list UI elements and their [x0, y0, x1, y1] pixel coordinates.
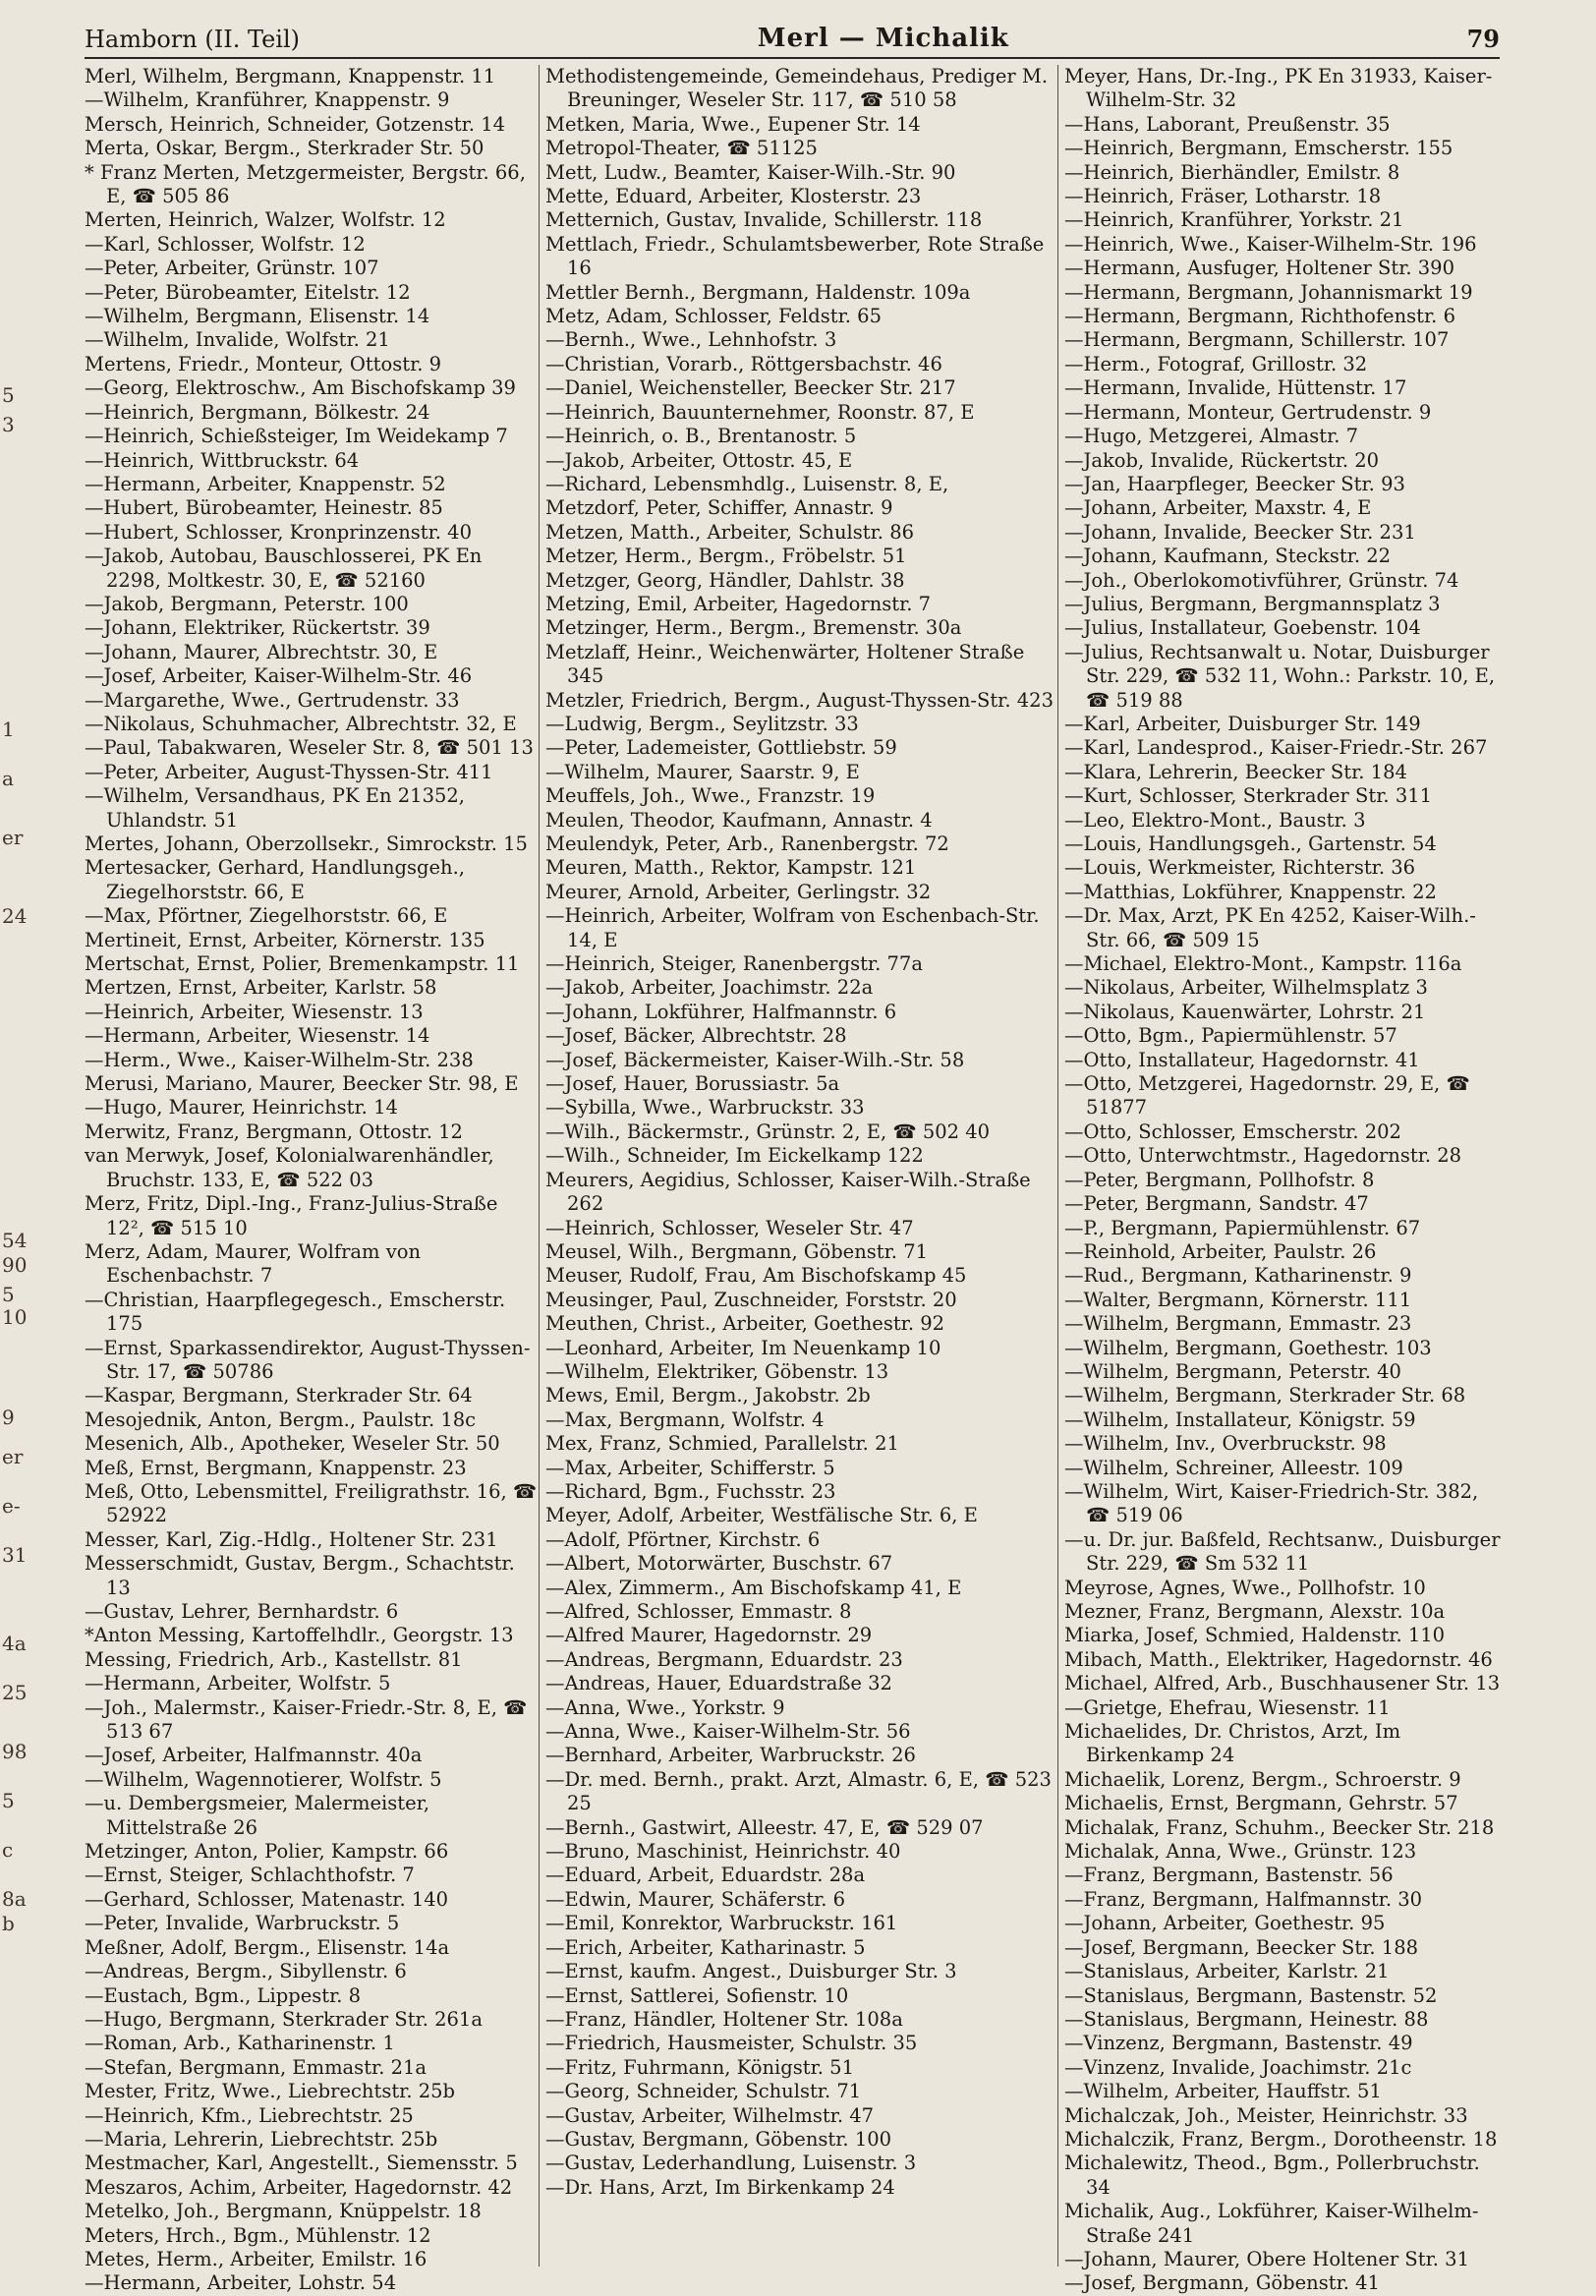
directory-entry: Mersch, Heinrich, Schneider, Gotzenstr. 14	[85, 112, 506, 136]
directory-entry: —Alfred Maurer, Hagedornstr. 29	[545, 1624, 873, 1647]
directory-entry: —Heinrich, Bergmann, Emscherstr. 155	[1064, 137, 1454, 160]
directory-entry: Metelko, Joh., Bergmann, Knüppelstr. 18	[85, 2200, 482, 2223]
directory-entry: —Heinrich, Arbeiter, Wiesenstr. 13	[85, 1000, 424, 1023]
directory-entry: —Hermann, Ausfuger, Holtener Str. 390	[1064, 257, 1454, 280]
directory-entry: Merusi, Mariano, Maurer, Beecker Str. 98, E	[85, 1072, 519, 1096]
directory-entry: Mertineit, Ernst, Arbeiter, Körnerstr. 135	[85, 928, 485, 951]
directory-entry: Meulen, Theodor, Kaufmann, Annastr. 4	[545, 808, 933, 832]
directory-entry: —Ernst, Sparkassendirektor, August-Thyssen-Str. 17, ☎ 50786	[85, 1336, 531, 1383]
directory-entry: —Wilhelm, Versandhaus, PK En 21352, Uhlandstr. 51	[85, 784, 465, 832]
directory-entry: —Josef, Arbeiter, Halfmannstr. 40a	[85, 1744, 423, 1767]
margin-fragment: c	[2, 1838, 14, 1862]
directory-entry: —Peter, Lademeister, Gottliebstr. 59	[545, 736, 897, 760]
directory-entry: Michalczik, Franz, Bergm., Dorotheenstr. 18	[1064, 2127, 1498, 2151]
directory-entry: —Wilhelm, Bergmann, Sterkrader Str. 68	[1064, 1384, 1466, 1407]
margin-fragment: b	[2, 1912, 15, 1935]
directory-entry: —Johann, Arbeiter, Maxstr. 4, E	[1064, 496, 1372, 520]
column-2	[539, 65, 1057, 2267]
directory-entry: —Franz, Bergmann, Bastenstr. 56	[1064, 1864, 1394, 1887]
directory-entry: —Heinrich, Schlosser, Weseler Str. 47	[545, 1216, 914, 1239]
margin-fragment: 9	[2, 1406, 15, 1429]
directory-entry: —Andreas, Bergm., Sibyllenstr. 6	[85, 1960, 407, 1983]
directory-entry: —Andreas, Bergmann, Eduardstr. 23	[545, 1647, 903, 1671]
directory-entry: —Hermann, Arbeiter, Knappenstr. 52	[85, 472, 446, 495]
directory-entry: —Hermann, Bergmann, Johannismarkt 19	[1064, 280, 1473, 304]
directory-entry: Mezner, Franz, Bergmann, Alexstr. 10a	[1064, 1600, 1446, 1623]
directory-entry: —Jan, Haarpfleger, Beecker Str. 93	[1064, 472, 1405, 495]
directory-entry: —Adolf, Pförtner, Kirchstr. 6	[545, 1527, 821, 1551]
directory-entry: —Walter, Bergmann, Körnerstr. 111	[1064, 1288, 1412, 1311]
directory-entry: —Paul, Tabakwaren, Weseler Str. 8, ☎ 501 13	[85, 736, 534, 760]
directory-entry: —Heinrich, Wwe., Kaiser-Wilhelm-Str. 196	[1064, 232, 1477, 256]
directory-entry: —Heinrich, Kranführer, Yorkstr. 21	[1064, 208, 1404, 232]
directory-entry: —Hermann, Bergmann, Richthofenstr. 6	[1064, 305, 1455, 328]
directory-entry: —Dr. Max, Arzt, PK En 4252, Kaiser-Wilh.-Str. 66, ☎ 509 15	[1064, 904, 1476, 951]
directory-entry: Mews, Emil, Bergm., Jakobstr. 2b	[545, 1384, 871, 1407]
directory-entry: —Heinrich, Bierhändler, Emilstr. 8	[1064, 160, 1400, 184]
directory-entry: Meurer, Arnold, Arbeiter, Gerlingstr. 32	[545, 880, 932, 903]
directory-entry: —Bernhard, Arbeiter, Warbruckstr. 26	[545, 1744, 916, 1767]
directory-entry: —Anna, Wwe., Kaiser-Wilhelm-Str. 56	[545, 1720, 911, 1744]
directory-entry: —Max, Pförtner, Ziegelhorststr. 66, E	[85, 904, 448, 928]
directory-entry: Meyer, Adolf, Arbeiter, Westfälische Str. 6, E	[545, 1504, 978, 1527]
directory-entry: —Stanislaus, Arbeiter, Karlstr. 21	[1064, 1960, 1390, 1983]
directory-entry: —Wilhelm, Bergmann, Emmastr. 23	[1064, 1312, 1412, 1336]
directory-entry: —Heinrich, Bauunternehmer, Roonstr. 87, E	[545, 400, 975, 424]
directory-entry: —Stanislaus, Bergmann, Bastenstr. 52	[1064, 1983, 1438, 2007]
directory-entry: —Margarethe, Wwe., Gertrudenstr. 33	[85, 688, 460, 712]
directory-entry: —Hermann, Invalide, Hüttenstr. 17	[1064, 376, 1407, 400]
directory-entry: —Johann, Lokführer, Halfmannstr. 6	[545, 1000, 897, 1023]
directory-entry: —Fritz, Fuhrmann, Königstr. 51	[545, 2055, 854, 2079]
directory-entry: —Nikolaus, Arbeiter, Wilhelmsplatz 3	[1064, 976, 1428, 1000]
margin-fragment: 5	[2, 1789, 15, 1812]
directory-entry: —Stefan, Bergmann, Emmastr. 21a	[85, 2055, 428, 2079]
directory-entry: —Bruno, Maschinist, Heinrichstr. 40	[545, 1840, 901, 1864]
directory-entry: —Herm., Wwe., Kaiser-Wilhelm-Str. 238	[85, 1048, 474, 1071]
directory-entry: Michaelik, Lorenz, Bergm., Schroerstr. 9	[1064, 1767, 1461, 1791]
directory-entry: —u. Dembergsmeier, Malermeister, Mittelstraße 26	[85, 1792, 430, 1839]
directory-entry: —Hermann, Monteur, Gertrudenstr. 9	[1064, 400, 1432, 424]
directory-entry: —Josef, Arbeiter, Kaiser-Wilhelm-Str. 46	[85, 664, 473, 688]
directory-entry: —Joh., Oberlokomotivführer, Grünstr. 74	[1064, 568, 1459, 592]
directory-entry: —Dr. Hans, Arzt, Im Birkenkamp 24	[545, 2175, 895, 2199]
directory-entry: —Max, Arbeiter, Schifferstr. 5	[545, 1456, 835, 1479]
directory-entry: —Vinzenz, Bergmann, Bastenstr. 49	[1064, 2032, 1413, 2055]
margin-fragment: er	[2, 1445, 24, 1468]
directory-entry: —Wilhelm, Inv., Overbruckstr. 98	[1064, 1432, 1387, 1456]
directory-entry: Meurers, Aegidius, Schlosser, Kaiser-Wilh.-Straße 262	[545, 1168, 1031, 1216]
column-1	[85, 65, 539, 2295]
directory-entry: —Ernst, Sattlerei, Sofienstr. 10	[545, 1983, 849, 2007]
directory-entry: —Wilhelm, Kranführer, Knappenstr. 9	[85, 88, 450, 112]
directory-entry: —Franz, Händler, Holtener Str. 108a	[545, 2007, 903, 2031]
directory-entry: —Josef, Bergmann, Göbenstr. 41	[1064, 2271, 1380, 2295]
directory-entry: Metzing, Emil, Arbeiter, Hagedornstr. 7	[545, 592, 932, 615]
directory-entry: —Karl, Arbeiter, Duisburger Str. 149	[1064, 712, 1421, 735]
directory-entry: Metzinger, Herm., Bergm., Bremenstr. 30a	[545, 616, 962, 640]
directory-entry: —Hubert, Schlosser, Kronprinzenstr. 40	[85, 520, 472, 544]
directory-entry: Meß, Otto, Lebensmittel, Freiligrathstr. 16, ☎ 52922	[85, 1479, 538, 1527]
directory-entry: —Otto, Schlosser, Emscherstr. 202	[1064, 1119, 1401, 1143]
directory-entry: —Kaspar, Bergmann, Sterkrader Str. 64	[85, 1384, 473, 1407]
directory-entry: —Matthias, Lokführer, Knappenstr. 22	[1064, 880, 1437, 903]
directory-entry: —Ernst, Steiger, Schlachthofstr. 7	[85, 1864, 415, 1887]
directory-entry: —Karl, Landesprod., Kaiser-Friedr.-Str. 267	[1064, 736, 1488, 760]
page-header	[85, 20, 1500, 59]
directory-entry: Michalczak, Joh., Meister, Heinrichstr. 33	[1064, 2103, 1468, 2127]
directory-entry: —Julius, Installateur, Goebenstr. 104	[1064, 616, 1421, 640]
directory-entry: —Hermann, Arbeiter, Wolfstr. 5	[85, 1672, 391, 1695]
directory-entry: —Daniel, Weichensteller, Beecker Str. 217	[545, 376, 956, 400]
directory-entry: —Gustav, Arbeiter, Wilhelmstr. 47	[545, 2103, 875, 2127]
directory-entry: —Rud., Bergmann, Katharinenstr. 9	[1064, 1264, 1412, 1288]
directory-entry: —Nikolaus, Kauenwärter, Lohrstr. 21	[1064, 1000, 1426, 1023]
directory-entry: Michalak, Franz, Schuhm., Beecker Str. 218	[1064, 1815, 1495, 1839]
directory-entry: —Jakob, Bergmann, Peterstr. 100	[85, 592, 409, 615]
directory-entry: —Gustav, Lehrer, Bernhardstr. 6	[85, 1600, 399, 1623]
margin-fragment: 8a	[2, 1887, 27, 1911]
directory-entry: —Richard, Lebensmhdlg., Luisenstr. 8, E,	[545, 472, 949, 495]
directory-entry: —Ernst, kaufm. Angest., Duisburger Str. 3	[545, 1960, 957, 1983]
directory-entry: —Georg, Elektroschw., Am Bischofskamp 39	[85, 376, 516, 400]
margin-fragment: 54	[2, 1229, 28, 1252]
directory-entry: * Franz Merten, Metzgermeister, Bergstr. 66, E, ☎ 505 86	[85, 160, 526, 208]
left-margin-fragments	[0, 59, 29, 2270]
directory-entry: —Heinrich, Steiger, Ranenbergstr. 77a	[545, 952, 923, 976]
directory-entry: —Jakob, Arbeiter, Joachimstr. 22a	[545, 976, 874, 1000]
directory-entry: —Richard, Bgm., Fuchsstr. 23	[545, 1479, 836, 1503]
directory-entry: —Wilh., Schneider, Im Eickelkamp 122	[545, 1144, 924, 1168]
directory-entry: —Peter, Bürobeamter, Eitelstr. 12	[85, 280, 411, 304]
directory-entry: Meyer, Hans, Dr.-Ing., PK En 31933, Kaiser-Wilhelm-Str. 32	[1064, 65, 1493, 112]
directory-entry: Michalewitz, Theod., Bgm., Pollerbruchstr. 34	[1064, 2152, 1480, 2199]
directory-entry: Methodistengemeinde, Gemeindehaus, Prediger M. Breuninger, Weseler Str. 117, ☎ 510 58	[545, 65, 1049, 112]
directory-entry: —Hermann, Arbeiter, Lohstr. 54	[85, 2271, 397, 2295]
directory-entry: —Johann, Arbeiter, Goethestr. 95	[1064, 1912, 1386, 1935]
directory-entry: —Hugo, Metzgerei, Almastr. 7	[1064, 425, 1359, 448]
directory-entry: —Wilhelm, Invalide, Wolfstr. 21	[85, 328, 390, 352]
directory-entry: —Peter, Invalide, Warbruckstr. 5	[85, 1912, 400, 1935]
directory-entry: Meulendyk, Peter, Arb., Ranenbergstr. 72	[545, 832, 949, 855]
directory-entry: —Christian, Vorarb., Röttgersbachstr. 46	[545, 352, 942, 375]
directory-entry: Merz, Fritz, Dipl.-Ing., Franz-Julius-Straße 12², ☎ 515 10	[85, 1192, 498, 1239]
directory-entry: van Merwyk, Josef, Kolonialwarenhändler, Bruchstr. 133, E, ☎ 522 03	[85, 1144, 494, 1191]
directory-entry: —Otto, Installateur, Hagedornstr. 41	[1064, 1048, 1420, 1071]
directory-entry: —Otto, Metzgerei, Hagedornstr. 29, E, ☎ 51877	[1064, 1072, 1470, 1119]
directory-entry: Metzdorf, Peter, Schiffer, Annastr. 9	[545, 496, 893, 520]
directory-entry: —Joh., Malermstr., Kaiser-Friedr.-Str. 8, E, ☎ 513 67	[85, 1695, 528, 1744]
directory-entry: —Hugo, Maurer, Heinrichstr. 14	[85, 1096, 398, 1119]
directory-entry: —Wilhelm, Maurer, Saarstr. 9, E	[545, 760, 860, 783]
directory-entry: —Peter, Arbeiter, Grünstr. 107	[85, 257, 379, 280]
directory-entry: —Josef, Hauer, Borussiastr. 5a	[545, 1072, 840, 1096]
directory-entry: —Leonhard, Arbeiter, Im Neuenkamp 10	[545, 1336, 941, 1359]
directory-entry: —Hermann, Bergmann, Schillerstr. 107	[1064, 328, 1450, 352]
directory-entry: Metropol-Theater, ☎ 51125	[545, 137, 818, 160]
directory-entry: —Heinrich, Kfm., Liebrechtstr. 25	[85, 2103, 414, 2127]
directory-entry: —u. Dr. jur. Baßfeld, Rechtsanw., Duisburger Str. 229, ☎ Sm 532 11	[1064, 1527, 1501, 1576]
directory-entry: Messing, Friedrich, Arb., Kastellstr. 81	[85, 1647, 463, 1671]
margin-fragment: er	[2, 826, 24, 849]
directory-entry: Meßner, Adolf, Bergm., Elisenstr. 14a	[85, 1935, 450, 1959]
directory-entry: —Otto, Unterwchtmstr., Hagedornstr. 28	[1064, 1144, 1462, 1168]
directory-entry: —Friedrich, Hausmeister, Schulstr. 35	[545, 2032, 918, 2055]
directory-entry: —Hubert, Bürobeamter, Heinestr. 85	[85, 496, 443, 520]
directory-entry: —Johann, Kaufmann, Steckstr. 22	[1064, 545, 1392, 568]
directory-entry: —Ludwig, Bergm., Seylitzstr. 33	[545, 712, 859, 735]
directory-entry: Mester, Fritz, Wwe., Liebrechtstr. 25b	[85, 2080, 456, 2103]
directory-entry: —Reinhold, Arbeiter, Paulstr. 26	[1064, 1239, 1377, 1263]
margin-fragment: 25	[2, 1681, 28, 1704]
directory-entry: —Michael, Elektro-Mont., Kampstr. 116a	[1064, 952, 1462, 976]
directory-entry: —Otto, Bgm., Papiermühlenstr. 57	[1064, 1024, 1397, 1048]
directory-entry: —Johann, Maurer, Albrechtstr. 30, E	[85, 640, 438, 663]
directory-entry: —Hugo, Bergmann, Sterkrader Str. 261a	[85, 2007, 483, 2031]
directory-entry: Mette, Eduard, Arbeiter, Klosterstr. 23	[545, 185, 922, 208]
directory-entry: —Heinrich, Arbeiter, Wolfram von Eschenbach-Str. 14, E	[545, 904, 1040, 951]
directory-entry: —Emil, Konrektor, Warbruckstr. 161	[545, 1912, 898, 1935]
directory-entry: —Wilhelm, Bergmann, Peterstr. 40	[1064, 1359, 1401, 1383]
directory-entry: —Johann, Invalide, Beecker Str. 231	[1064, 520, 1416, 544]
margin-fragment: 98	[2, 1740, 28, 1763]
directory-entry: —Wilhelm, Bergmann, Goethestr. 103	[1064, 1336, 1432, 1359]
directory-entry: —Hans, Laborant, Preußenstr. 35	[1064, 112, 1391, 136]
page-number: 79	[1466, 25, 1500, 53]
directory-entry: Meters, Hrch., Bgm., Mühlenstr. 12	[85, 2223, 431, 2247]
directory-entry: —Wilhelm, Wagennotierer, Wolfstr. 5	[85, 1767, 442, 1791]
margin-fragment: 3	[2, 413, 15, 436]
directory-entry: Michalik, Aug., Lokführer, Kaiser-Wilhelm-Straße 241	[1064, 2200, 1479, 2247]
directory-entry: —Herm., Fotograf, Grillostr. 32	[1064, 352, 1368, 375]
margin-fragment: 4a	[2, 1632, 27, 1655]
directory-entry: —Heinrich, Wittbruckstr. 64	[85, 448, 360, 472]
directory-entry: Mettlach, Friedr., Schulamtsbewerber, Rote Straße 16	[545, 232, 1045, 280]
directory-entry: —Anna, Wwe., Yorkstr. 9	[545, 1695, 785, 1719]
directory-entry: —Johann, Elektriker, Rückertstr. 39	[85, 616, 430, 640]
directory-entry: Michael, Alfred, Arb., Buschhausener Str. 13	[1064, 1672, 1501, 1695]
directory-entry: Mertschat, Ernst, Polier, Bremenkampstr. 11	[85, 952, 520, 976]
directory-entry: —Gustav, Bergmann, Göbenstr. 100	[545, 2127, 892, 2151]
directory-entry: Messer, Karl, Zig.-Hdlg., Holtener Str. 231	[85, 1527, 498, 1551]
directory-entry: Meuffels, Joh., Wwe., Franzstr. 19	[545, 784, 876, 808]
directory-entry: Metken, Maria, Wwe., Eupener Str. 14	[545, 112, 921, 136]
directory-entry: —Alfred, Schlosser, Emmastr. 8	[545, 1600, 852, 1623]
directory-entry: Messerschmidt, Gustav, Bergm., Schachtstr. 13	[85, 1552, 515, 1599]
directory-entry: —Louis, Werkmeister, Richterstr. 36	[1064, 856, 1416, 880]
directory-entry: —Heinrich, Schießsteiger, Im Weidekamp 7	[85, 425, 508, 448]
directory-entry: Mettler Bernh., Bergmann, Haldenstr. 109a	[545, 280, 971, 304]
directory-entry: —Edwin, Maurer, Schäferstr. 6	[545, 1887, 846, 1911]
directory-entry: —Louis, Handlungsgeh., Gartenstr. 54	[1064, 832, 1437, 855]
margin-fragment: 31	[2, 1543, 28, 1567]
directory-entry: Metternich, Gustav, Invalide, Schillerstr. 118	[545, 208, 983, 232]
directory-entry: —Heinrich, Bergmann, Bölkestr. 24	[85, 400, 430, 424]
directory-entry: —Dr. med. Bernh., prakt. Arzt, Almastr. 6, E, ☎ 523 25	[545, 1767, 1052, 1815]
directory-entry: Meß, Ernst, Bergmann, Knappenstr. 23	[85, 1456, 467, 1479]
margin-fragment: 90	[2, 1253, 28, 1277]
directory-entry: Mex, Franz, Schmied, Parallelstr. 21	[545, 1432, 899, 1456]
directory-entry: —Josef, Bäckermeister, Kaiser-Wilh.-Str. 58	[545, 1048, 965, 1071]
directory-entry: —Wilhelm, Elektriker, Göbenstr. 13	[545, 1359, 889, 1383]
directory-entry: —Maria, Lehrerin, Liebrechtstr. 25b	[85, 2127, 438, 2151]
directory-entry: —Josef, Bergmann, Beecker Str. 188	[1064, 1935, 1419, 1959]
directory-entry: —Franz, Bergmann, Halfmannstr. 30	[1064, 1887, 1423, 1911]
directory-entry: Mibach, Matth., Elektriker, Hagedornstr. 46	[1064, 1647, 1493, 1671]
directory-entry: Mestmacher, Karl, Angestellt., Siemensstr. 5	[85, 2152, 518, 2175]
directory-entry: —P., Bergmann, Papiermühlenstr. 67	[1064, 1216, 1421, 1239]
directory-entry: —Andreas, Hauer, Eduardstraße 32	[545, 1672, 892, 1695]
directory-entry: Mett, Ludw., Beamter, Kaiser-Wilh.-Str. 90	[545, 160, 956, 184]
directory-entry: —Kurt, Schlosser, Sterkrader Str. 311	[1064, 784, 1433, 808]
directory-entry: —Klara, Lehrerin, Beecker Str. 184	[1064, 760, 1407, 783]
directory-entry: Metzen, Matth., Arbeiter, Schulstr. 86	[545, 520, 915, 544]
directory-entry: —Jakob, Arbeiter, Ottostr. 45, E	[545, 448, 853, 472]
directory-entry: —Georg, Schneider, Schulstr. 71	[545, 2080, 862, 2103]
directory-entry: Meuser, Rudolf, Frau, Am Bischofskamp 45	[545, 1264, 967, 1288]
directory-entry: —Peter, Bergmann, Sandstr. 47	[1064, 1192, 1369, 1216]
directory-entry: —Julius, Bergmann, Bergmannsplatz 3	[1064, 592, 1441, 615]
directory-entry: —Wilhelm, Schreiner, Alleestr. 109	[1064, 1456, 1403, 1479]
directory-entry: Meszaros, Achim, Arbeiter, Hagedornstr. 42	[85, 2175, 513, 2199]
margin-fragment: 5	[2, 1283, 15, 1306]
directory-entry: Michalak, Anna, Wwe., Grünstr. 123	[1064, 1840, 1417, 1864]
directory-entry: —Alex, Zimmerm., Am Bischofskamp 41, E	[545, 1576, 962, 1599]
directory-entry: Merten, Heinrich, Walzer, Wolfstr. 12	[85, 208, 446, 232]
directory-entry: —Gerhard, Schlosser, Matenastr. 140	[85, 1887, 449, 1911]
directory-entry: Merwitz, Franz, Bergmann, Ottostr. 12	[85, 1119, 463, 1143]
directory-entry: —Heinrich, Fräser, Lotharstr. 18	[1064, 185, 1382, 208]
directory-entry: —Sybilla, Wwe., Warbruckstr. 33	[545, 1096, 865, 1119]
column-3	[1057, 65, 1504, 2295]
directory-entry: —Jakob, Autobau, Bauschlosserei, PK En 2298, Moltkestr. 30, E, ☎ 52160	[85, 545, 483, 592]
directory-entry: —Wilhelm, Bergmann, Elisenstr. 14	[85, 305, 430, 328]
directory-entry: —Gustav, Lederhandlung, Luisenstr. 3	[545, 2152, 917, 2175]
directory-entry: Mesenich, Alb., Apotheker, Weseler Str. 50	[85, 1432, 500, 1456]
directory-entry: Metzlaff, Heinr., Weichenwärter, Holtener Straße 345	[545, 640, 1025, 688]
directory-entry: Meyrose, Agnes, Wwe., Pollhofstr. 10	[1064, 1576, 1426, 1599]
directory-entry: —Leo, Elektro-Mont., Baustr. 3	[1064, 808, 1366, 832]
directory-entry: —Wilhelm, Installateur, Königstr. 59	[1064, 1407, 1416, 1431]
directory-entry: Meuren, Matth., Rektor, Kampstr. 121	[545, 856, 917, 880]
directory-entry: —Eduard, Arbeit, Eduardstr. 28a	[545, 1864, 866, 1887]
directory-entry: —Peter, Bergmann, Pollhofstr. 8	[1064, 1168, 1375, 1191]
directory-entry: —Max, Bergmann, Wolfstr. 4	[545, 1407, 825, 1431]
directory-entry: —Bernh., Wwe., Lehnhofstr. 3	[545, 328, 837, 352]
directory-entry: —Bernh., Gastwirt, Alleestr. 47, E, ☎ 529 07	[545, 1815, 984, 1839]
directory-entry: —Hermann, Arbeiter, Wiesenstr. 14	[85, 1024, 430, 1048]
directory-entry: —Wilh., Bäckermstr., Grünstr. 2, E, ☎ 502 40	[545, 1119, 991, 1143]
directory-entry: Meuthen, Christ., Arbeiter, Goethestr. 92	[545, 1312, 945, 1336]
directory-entry: —Jakob, Invalide, Rückertstr. 20	[1064, 448, 1380, 472]
directory-entry: —Nikolaus, Schuhmacher, Albrechtstr. 32, E	[85, 712, 517, 735]
directory-entry: Metzer, Herm., Bergm., Fröbelstr. 51	[545, 545, 907, 568]
directory-entry: —Christian, Haarpflegegesch., Emscherstr. 175	[85, 1288, 506, 1336]
directory-entry: Mertes, Johann, Oberzollsekr., Simrockstr. 15	[85, 832, 528, 855]
directory-entry: —Eustach, Bgm., Lippestr. 8	[85, 1983, 362, 2007]
directory-entry: Metzinger, Anton, Polier, Kampstr. 66	[85, 1840, 449, 1864]
directory-entry: —Grietge, Ehefrau, Wiesenstr. 11	[1064, 1695, 1391, 1719]
directory-entry: —Erich, Arbeiter, Katharinastr. 5	[545, 1935, 866, 1959]
margin-fragment: 1	[2, 718, 15, 741]
directory-entry: Meusel, Wilh., Bergmann, Göbenstr. 71	[545, 1239, 929, 1263]
directory-entry: Miarka, Josef, Schmied, Haldenstr. 110	[1064, 1624, 1446, 1647]
directory-entry: Metes, Herm., Arbeiter, Emilstr. 16	[85, 2247, 428, 2270]
directory-entry: —Peter, Arbeiter, August-Thyssen-Str. 411	[85, 760, 493, 783]
directory-entry: Michaelis, Ernst, Bergmann, Gehrstr. 57	[1064, 1792, 1458, 1815]
directory-entry: Merz, Adam, Maurer, Wolfram von Eschenbachstr. 7	[85, 1239, 422, 1288]
directory-entry: Metzler, Friedrich, Bergm., August-Thyssen-Str. 423	[545, 688, 1054, 712]
directory-entry: Meusinger, Paul, Zuschneider, Forststr. 20	[545, 1288, 957, 1311]
directory-entry: Metz, Adam, Schlosser, Feldstr. 65	[545, 305, 882, 328]
directory-entry: Michaelides, Dr. Christos, Arzt, Im Birkenkamp 24	[1064, 1720, 1401, 1767]
directory-entry: —Karl, Schlosser, Wolfstr. 12	[85, 232, 366, 256]
directory-entry: Merl, Wilhelm, Bergmann, Knappenstr. 11	[85, 65, 496, 87]
directory-entry: —Vinzenz, Invalide, Joachimstr. 21c	[1064, 2055, 1412, 2079]
margin-fragment: e-	[2, 1494, 21, 1518]
directory-entry: Mertesacker, Gerhard, Handlungsgeh., Ziegelhorststr. 66, E	[85, 856, 466, 903]
header-range: Merl — Michalik	[757, 24, 1009, 53]
directory-entry: —Stanislaus, Bergmann, Heinestr. 88	[1064, 2007, 1429, 2031]
header-section: Hamborn (II. Teil)	[85, 26, 301, 53]
directory-entry: Mesojednik, Anton, Bergm., Paulstr. 18c	[85, 1407, 477, 1431]
margin-fragment: 24	[2, 904, 28, 928]
directory-entry: —Albert, Motorwärter, Buschstr. 67	[545, 1552, 893, 1576]
directory-entry: Mertens, Friedr., Monteur, Ottostr. 9	[85, 352, 442, 375]
margin-fragment: a	[2, 767, 14, 790]
directory-entry: —Wilhelm, Wirt, Kaiser-Friedrich-Str. 382, ☎ 519 06	[1064, 1479, 1479, 1527]
directory-entry: *Anton Messing, Kartoffelhdlr., Georgstr. 13	[85, 1624, 514, 1647]
directory-entry: Metzger, Georg, Händler, Dahlstr. 38	[545, 568, 905, 592]
directory-entry: —Wilhelm, Arbeiter, Hauffstr. 51	[1064, 2080, 1382, 2103]
directory-entry: —Julius, Rechtsanwalt u. Notar, Duisburger Str. 229, ☎ 532 11, Wohn.: Parkstr. 10, E, ☎ 519 88	[1064, 640, 1496, 712]
directory-entry: —Johann, Maurer, Obere Holtener Str. 31	[1064, 2247, 1469, 2270]
margin-fragment: 5	[2, 383, 15, 407]
margin-fragment: 10	[2, 1305, 28, 1329]
directory-entry: —Roman, Arb., Katharinenstr. 1	[85, 2032, 395, 2055]
directory-entry: —Heinrich, o. B., Brentanostr. 5	[545, 425, 857, 448]
directory-entry: Merta, Oskar, Bergm., Sterkrader Str. 50	[85, 137, 484, 160]
directory-entry: —Josef, Bäcker, Albrechtstr. 28	[545, 1024, 847, 1048]
directory-entry: Mertzen, Ernst, Arbeiter, Karlstr. 58	[85, 976, 437, 1000]
